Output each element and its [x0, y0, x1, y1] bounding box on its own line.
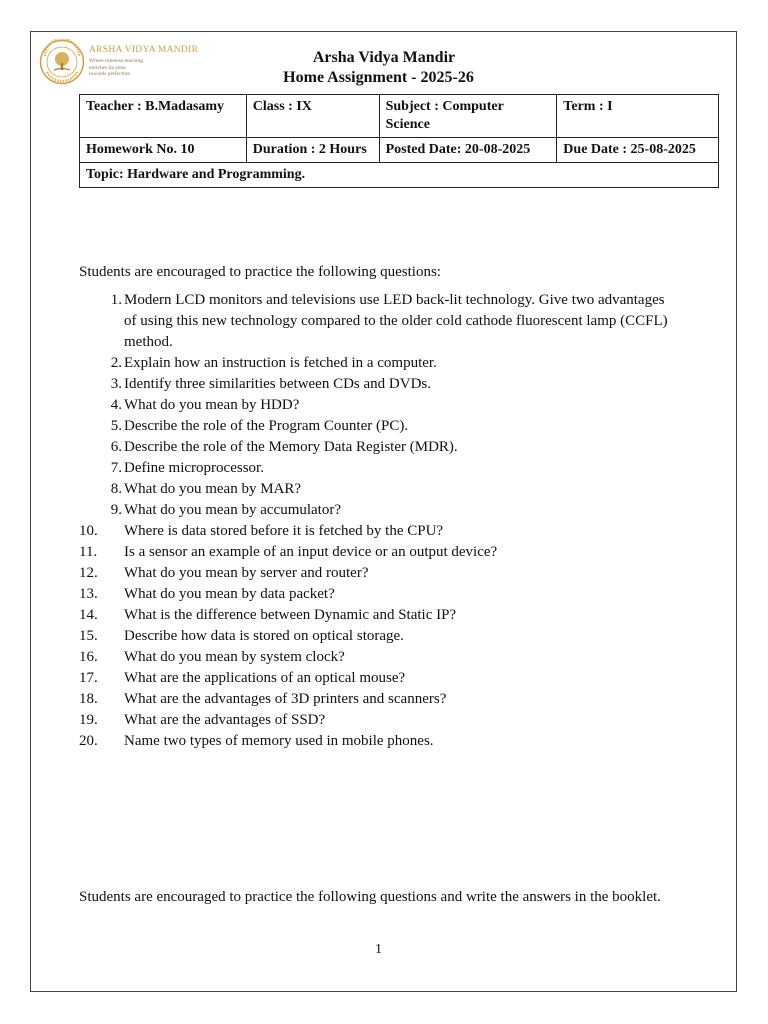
logo-name: ARSHA VIDYA MANDIR: [89, 45, 199, 55]
question-item: [79, 395, 679, 416]
question-text: Name two types of memory used in mobile phones.: [124, 733, 434, 749]
question-item: [79, 647, 679, 668]
question-text: What do you mean by system clock?: [124, 649, 345, 665]
question-text: Is a sensor an example of an input device or an output device?: [124, 544, 498, 560]
question-item: [79, 584, 679, 605]
question-number: 6.: [110, 439, 122, 455]
question-item: [79, 479, 679, 500]
question-number: 2.: [110, 355, 122, 371]
question-number: 10.: [79, 523, 98, 539]
question-item: [79, 689, 679, 710]
info-row: [80, 95, 719, 138]
question-list: [79, 290, 679, 752]
question-number: 1.: [110, 292, 122, 308]
question-item: [79, 668, 679, 689]
question-item: [79, 563, 679, 584]
question-number: 9.: [110, 502, 122, 518]
question-text: Identify three similarities between CDs and DVDs.: [124, 376, 432, 392]
assignment-title: Home Assignment - 2025-26: [283, 69, 474, 86]
intro-text: Students are encouraged to practice the following questions:: [79, 264, 441, 280]
question-item: [79, 353, 679, 374]
question-text: Explain how an instruction is fetched in a computer.: [124, 355, 437, 371]
question-number: 20.: [79, 733, 98, 749]
teacher-cell: Teacher : B.Madasamy: [80, 95, 247, 138]
question-number: 8.: [110, 481, 122, 497]
question-item: [79, 458, 679, 479]
logo-tagline: Where timeless teaching enriches its aims towards perfection: [89, 58, 144, 77]
question-text: What do you mean by server and router?: [124, 565, 369, 581]
question-item: [79, 437, 679, 458]
outro-text: Students are encouraged to practice the following questions and write the answers in the booklet.: [79, 889, 661, 905]
class-cell: Class : IX: [246, 95, 379, 138]
question-number: 14.: [79, 607, 98, 623]
question-number: 7.: [110, 460, 122, 476]
assignment-info-table: [79, 94, 719, 188]
question-text: Describe how data is stored on optical storage.: [124, 628, 404, 644]
question-item: [79, 416, 679, 437]
due-date-cell: Due Date : 25-08-2025: [557, 138, 719, 163]
question-text: What do you mean by accumulator?: [124, 502, 342, 518]
question-text: Where is data stored before it is fetched by the CPU?: [124, 523, 444, 539]
question-text: What do you mean by HDD?: [124, 397, 300, 413]
subject-cell: Subject : Computer Science: [379, 95, 557, 138]
question-text: Modern LCD monitors and televisions use LED back-lit technology. Give two advantages of using this new technology compared to the older cold cathode fluorescent lamp (CCFL) method.: [124, 292, 668, 350]
question-text: What do you mean by data packet?: [124, 586, 335, 602]
question-number: 11.: [79, 544, 98, 560]
question-text: Describe the role of the Program Counter (PC).: [124, 418, 409, 434]
question-text: Describe the role of the Memory Data Register (MDR).: [124, 439, 458, 455]
question-item: [79, 710, 679, 731]
topic-cell: Topic: Hardware and Programming.: [80, 163, 719, 188]
question-number: 18.: [79, 691, 98, 707]
question-number: 3.: [110, 376, 122, 392]
homework-cell: Homework No. 10: [80, 138, 247, 163]
question-text: What is the difference between Dynamic and Static IP?: [124, 607, 457, 623]
posted-date-cell: Posted Date: 20-08-2025: [379, 138, 557, 163]
question-text: What are the advantages of SSD?: [124, 712, 326, 728]
question-number: 13.: [79, 586, 98, 602]
question-number: 15.: [79, 628, 98, 644]
question-item: [79, 731, 679, 752]
info-row: [80, 163, 719, 188]
page-number: 1: [375, 942, 382, 957]
question-number: 17.: [79, 670, 98, 686]
school-name: Arsha Vidya Mandir: [312, 49, 456, 66]
question-text: Define microprocessor.: [124, 460, 264, 476]
question-number: 4.: [110, 397, 122, 413]
question-item: [79, 605, 679, 626]
question-item: [79, 374, 679, 395]
info-row: [80, 138, 719, 163]
question-number: 5.: [110, 418, 122, 434]
question-item: [79, 542, 679, 563]
question-item: [79, 500, 679, 521]
question-item: [79, 290, 679, 353]
question-text: What are the advantages of 3D printers and scanners?: [124, 691, 447, 707]
question-text: What do you mean by MAR?: [124, 481, 302, 497]
question-number: 16.: [79, 649, 98, 665]
question-item: [79, 521, 679, 542]
question-text: What are the applications of an optical mouse?: [124, 670, 406, 686]
term-cell: Term : I: [557, 95, 719, 138]
question-number: 12.: [79, 565, 98, 581]
question-item: [79, 626, 679, 647]
duration-cell: Duration : 2 Hours: [246, 138, 379, 163]
question-number: 19.: [79, 712, 98, 728]
